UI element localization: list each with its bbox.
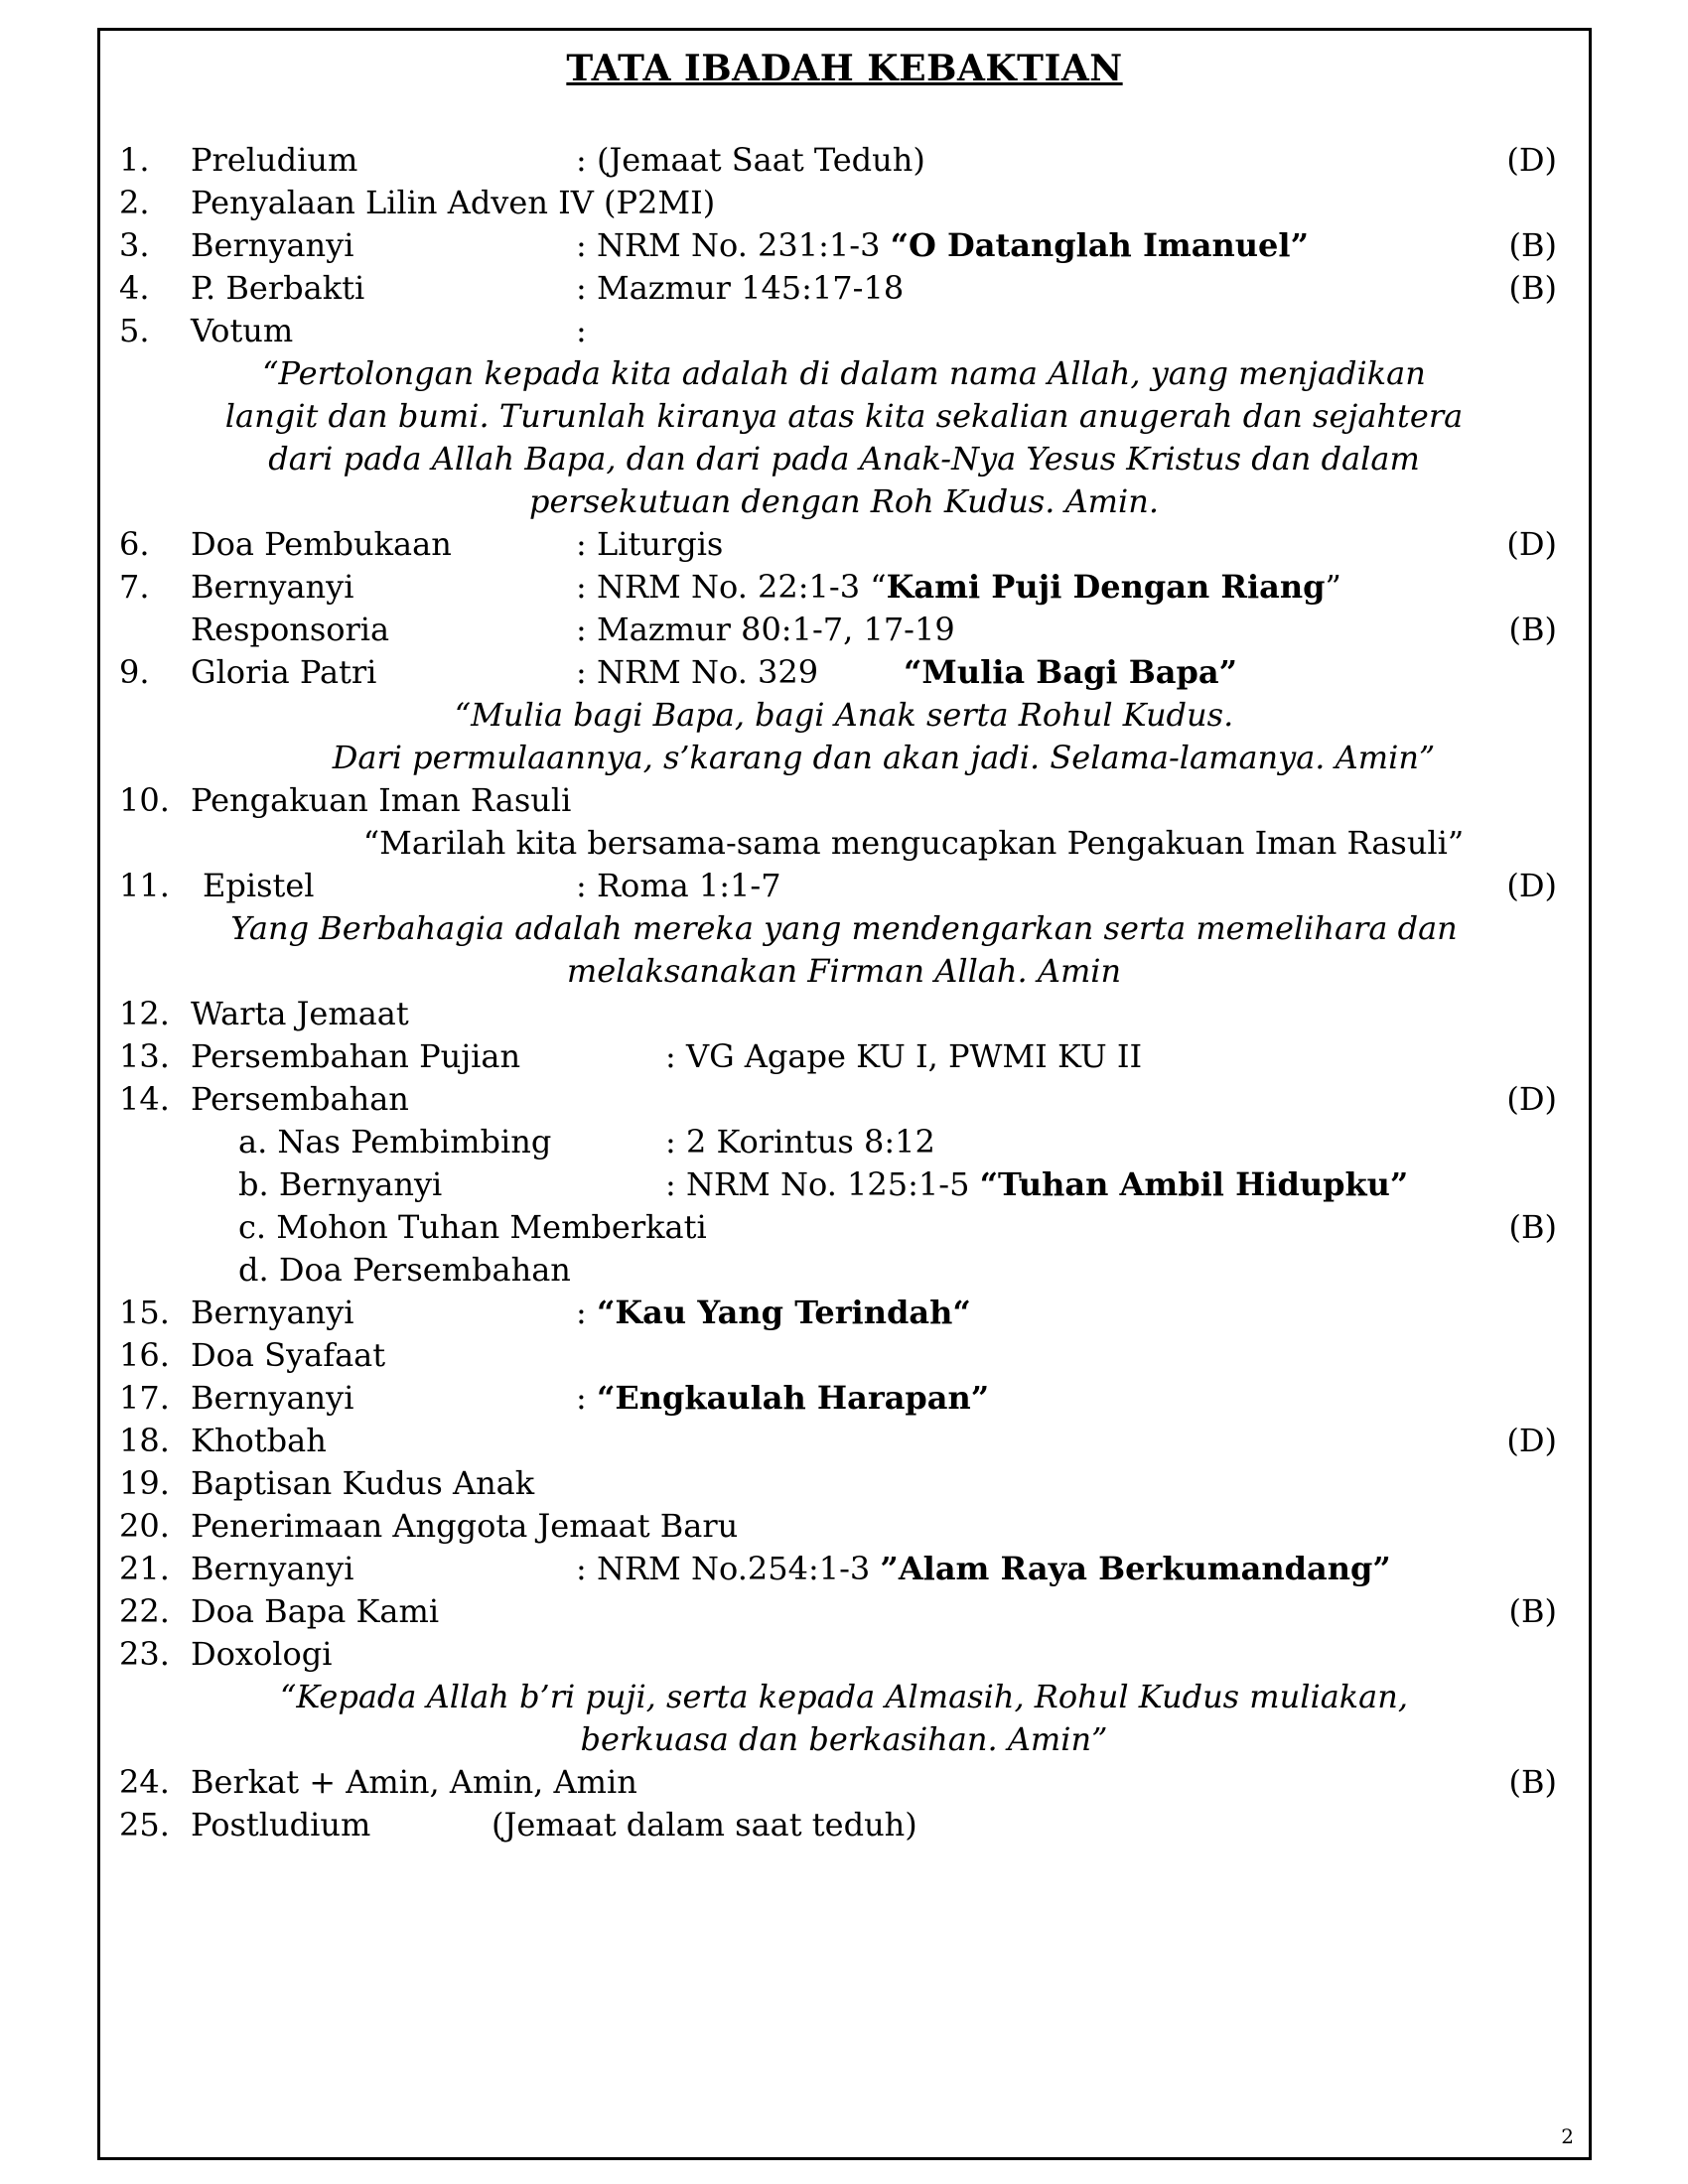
page-number: 2 (1561, 2124, 1574, 2148)
item-penyalaan-lilin (119, 182, 1569, 224)
item-label: Warta Jemaat (191, 995, 409, 1032)
item-mark: (B) (1508, 1763, 1557, 1801)
doxologi-text-line: “Kepada Allah b’ri puji, serta kepada Almasih, Rohul Kudus muliakan, (279, 1678, 1409, 1715)
item-value: : “Kau Yang Terindah“ (576, 1294, 971, 1331)
subitem-doa-persembahan (119, 1249, 1569, 1292)
item-number: 23. (119, 1635, 170, 1673)
item-baptisan (119, 1462, 1569, 1505)
item-label: Doxologi (191, 1635, 333, 1673)
item-label: Bernyanyi (191, 226, 354, 264)
item-label: Doa Bapa Kami (191, 1592, 440, 1630)
item-number: 6. (119, 525, 150, 563)
item-doa-syafaat (119, 1334, 1569, 1377)
song-title: “Engkaulah Harapan” (596, 1379, 990, 1417)
item-label: Penyalaan Lilin Adven IV (P2MI) (191, 184, 716, 221)
item-number: 14. (119, 1080, 170, 1118)
item-label: a. Nas Pembimbing (238, 1123, 552, 1160)
item-label: Bernyanyi (191, 1379, 354, 1417)
item-number: 13. (119, 1037, 170, 1075)
votum-text-line: persekutuan dengan Roh Kudus. Amin. (528, 482, 1160, 520)
item-preludium (119, 139, 1569, 182)
item-label: Pengakuan Iman Rasuli (191, 781, 572, 819)
item-doxologi (119, 1633, 1569, 1676)
item-mark: (D) (1506, 1080, 1557, 1118)
item-persembahan (119, 1078, 1569, 1121)
song-title: ”Alam Raya Berkumandang” (880, 1550, 1391, 1587)
item-bernyanyi-7 (119, 566, 1569, 609)
item-number: 7. (119, 568, 150, 606)
item-label: Responsoria (191, 611, 390, 648)
subitem-nas-pembimbing (119, 1121, 1569, 1163)
votum-text-line: “Pertolongan kepada kita adalah di dalam nama Allah, yang menjadikan (262, 354, 1426, 392)
doxologi-text-line: berkuasa dan berkasihan. Amin” (580, 1720, 1108, 1758)
item-value: : Mazmur 80:1-7, 17-19 (576, 611, 955, 648)
item-penerimaan-anggota (119, 1505, 1569, 1548)
item-label: Persembahan (191, 1080, 409, 1118)
song-title: “Tuhan Ambil Hidupku” (979, 1165, 1409, 1203)
votum-text-line: langit dan bumi. Turunlah kiranya atas kita sekalian anugerah dan sejahtera (224, 397, 1464, 435)
item-value: : NRM No. 329 (576, 653, 819, 691)
item-number: 22. (119, 1592, 170, 1630)
item-value: : Roma 1:1-7 (576, 867, 781, 904)
item-number: 4. (119, 269, 150, 307)
item-bernyanyi-17 (119, 1377, 1569, 1420)
item-value: : NRM No. 231:1-3 “O Datanglah Imanuel” (576, 226, 1309, 264)
item-epistel (119, 865, 1569, 907)
item-mark: (D) (1506, 1422, 1557, 1459)
item-gloria-patri (119, 651, 1569, 694)
item-berkat (119, 1761, 1569, 1804)
item-number: 18. (119, 1422, 170, 1459)
item-number: 19. (119, 1464, 170, 1502)
item-value: : Liturgis (576, 525, 724, 563)
item-mark: (D) (1506, 141, 1557, 179)
item-label: Berkat + Amin, Amin, Amin (191, 1763, 637, 1801)
item-number: 9. (119, 653, 150, 691)
item-value: : VG Agape KU I, PWMI KU II (665, 1037, 1143, 1075)
epistel-text-line: melaksanakan Firman Allah. Amin (566, 952, 1122, 990)
item-p-berbakti (119, 267, 1569, 310)
item-value: : “Engkaulah Harapan” (576, 1379, 990, 1417)
item-label: Bernyanyi (191, 1550, 354, 1587)
gloria-text-line: “Mulia bagi Bapa, bagi Anak serta Rohul Kudus. (454, 696, 1234, 734)
epistel-text-line: Yang Berbahagia adalah mereka yang mendengarkan serta memelihara dan (230, 909, 1458, 947)
item-mark: (B) (1508, 269, 1557, 307)
item-khotbah (119, 1420, 1569, 1462)
item-number: 12. (119, 995, 170, 1032)
item-value: : Mazmur 145:17-18 (576, 269, 905, 307)
item-number: 16. (119, 1336, 170, 1374)
item-number: 20. (119, 1507, 170, 1545)
item-value: (Jemaat dalam saat teduh) (492, 1806, 917, 1843)
item-number: 11. (119, 867, 170, 904)
item-value: : 2 Korintus 8:12 (665, 1123, 935, 1160)
item-label: Doa Pembukaan (191, 525, 452, 563)
item-label: Votum (191, 312, 294, 349)
item-label: Bernyanyi (191, 568, 354, 606)
item-number: 24. (119, 1763, 170, 1801)
item-number: 25. (119, 1806, 170, 1843)
item-number: 1. (119, 141, 150, 179)
item-pengakuan-iman (119, 779, 1569, 822)
item-label: Epistel (203, 867, 315, 904)
item-postludium (119, 1804, 1569, 1846)
item-value: : NRM No. 22:1-3 “Kami Puji Dengan Riang” (576, 568, 1341, 606)
item-number: 21. (119, 1550, 170, 1587)
item-number: 3. (119, 226, 150, 264)
song-title: “O Datanglah Imanuel” (890, 226, 1309, 264)
song-title: Kami Puji Dengan Riang (886, 568, 1326, 606)
item-label: Bernyanyi (191, 1294, 354, 1331)
item-label: Persembahan Pujian (191, 1037, 521, 1075)
item-label: d. Doa Persembahan (238, 1251, 571, 1289)
item-label: Gloria Patri (191, 653, 377, 691)
item-responsoria (119, 609, 1569, 651)
song-title: “Kau Yang Terindah“ (596, 1294, 971, 1331)
item-label: P. Berbakti (191, 269, 365, 307)
gloria-text-line: Dari permulaannya, s’karang dan akan jadi. Selama-lamanya. Amin” (332, 739, 1436, 776)
item-bernyanyi-21 (119, 1548, 1569, 1590)
item-persembahan-pujian (119, 1035, 1569, 1078)
item-mark: (B) (1508, 1592, 1557, 1630)
pengakuan-text: “Marilah kita bersama-sama mengucapkan Pengakuan Iman Rasuli” (362, 824, 1465, 862)
item-warta-jemaat (119, 993, 1569, 1035)
item-mark: (D) (1506, 525, 1557, 563)
item-votum (119, 310, 1569, 352)
subitem-bernyanyi (119, 1163, 1569, 1206)
item-value: : NRM No.254:1-3 ”Alam Raya Berkumandang” (576, 1550, 1391, 1587)
item-doa-pembukaan (119, 523, 1569, 566)
item-label: Preludium (191, 141, 358, 179)
item-label: c. Mohon Tuhan Memberkati (238, 1208, 707, 1246)
item-label: Baptisan Kudus Anak (191, 1464, 535, 1502)
item-bernyanyi-3 (119, 224, 1569, 267)
item-number: 2. (119, 184, 150, 221)
item-number: 10. (119, 781, 170, 819)
item-mark: (D) (1506, 867, 1557, 904)
item-number: 15. (119, 1294, 170, 1331)
item-mark: (B) (1508, 226, 1557, 264)
item-mark: (B) (1508, 611, 1557, 648)
item-doa-bapa-kami (119, 1590, 1569, 1633)
item-label: Doa Syafaat (191, 1336, 386, 1374)
item-mark: (B) (1508, 1208, 1557, 1246)
item-label: Penerimaan Anggota Jemaat Baru (191, 1507, 739, 1545)
item-label: b. Bernyanyi (238, 1165, 443, 1203)
song-title: “Mulia Bagi Bapa” (904, 653, 1238, 691)
item-label: Khotbah (191, 1422, 327, 1459)
item-value: : (Jemaat Saat Teduh) (576, 141, 925, 179)
item-bernyanyi-15 (119, 1292, 1569, 1334)
subitem-mohon-tuhan (119, 1206, 1569, 1249)
item-value: : NRM No. 125:1-5 “Tuhan Ambil Hidupku” (665, 1165, 1409, 1203)
votum-text-line: dari pada Allah Bapa, dan dari pada Anak-Nya Yesus Kristus dan dalam (268, 440, 1420, 478)
item-label: Postludium (191, 1806, 371, 1843)
document-title: TATA IBADAH KEBAKTIAN (566, 48, 1123, 89)
item-number: 5. (119, 312, 150, 349)
item-number: 17. (119, 1379, 170, 1417)
item-value: : (576, 312, 587, 349)
